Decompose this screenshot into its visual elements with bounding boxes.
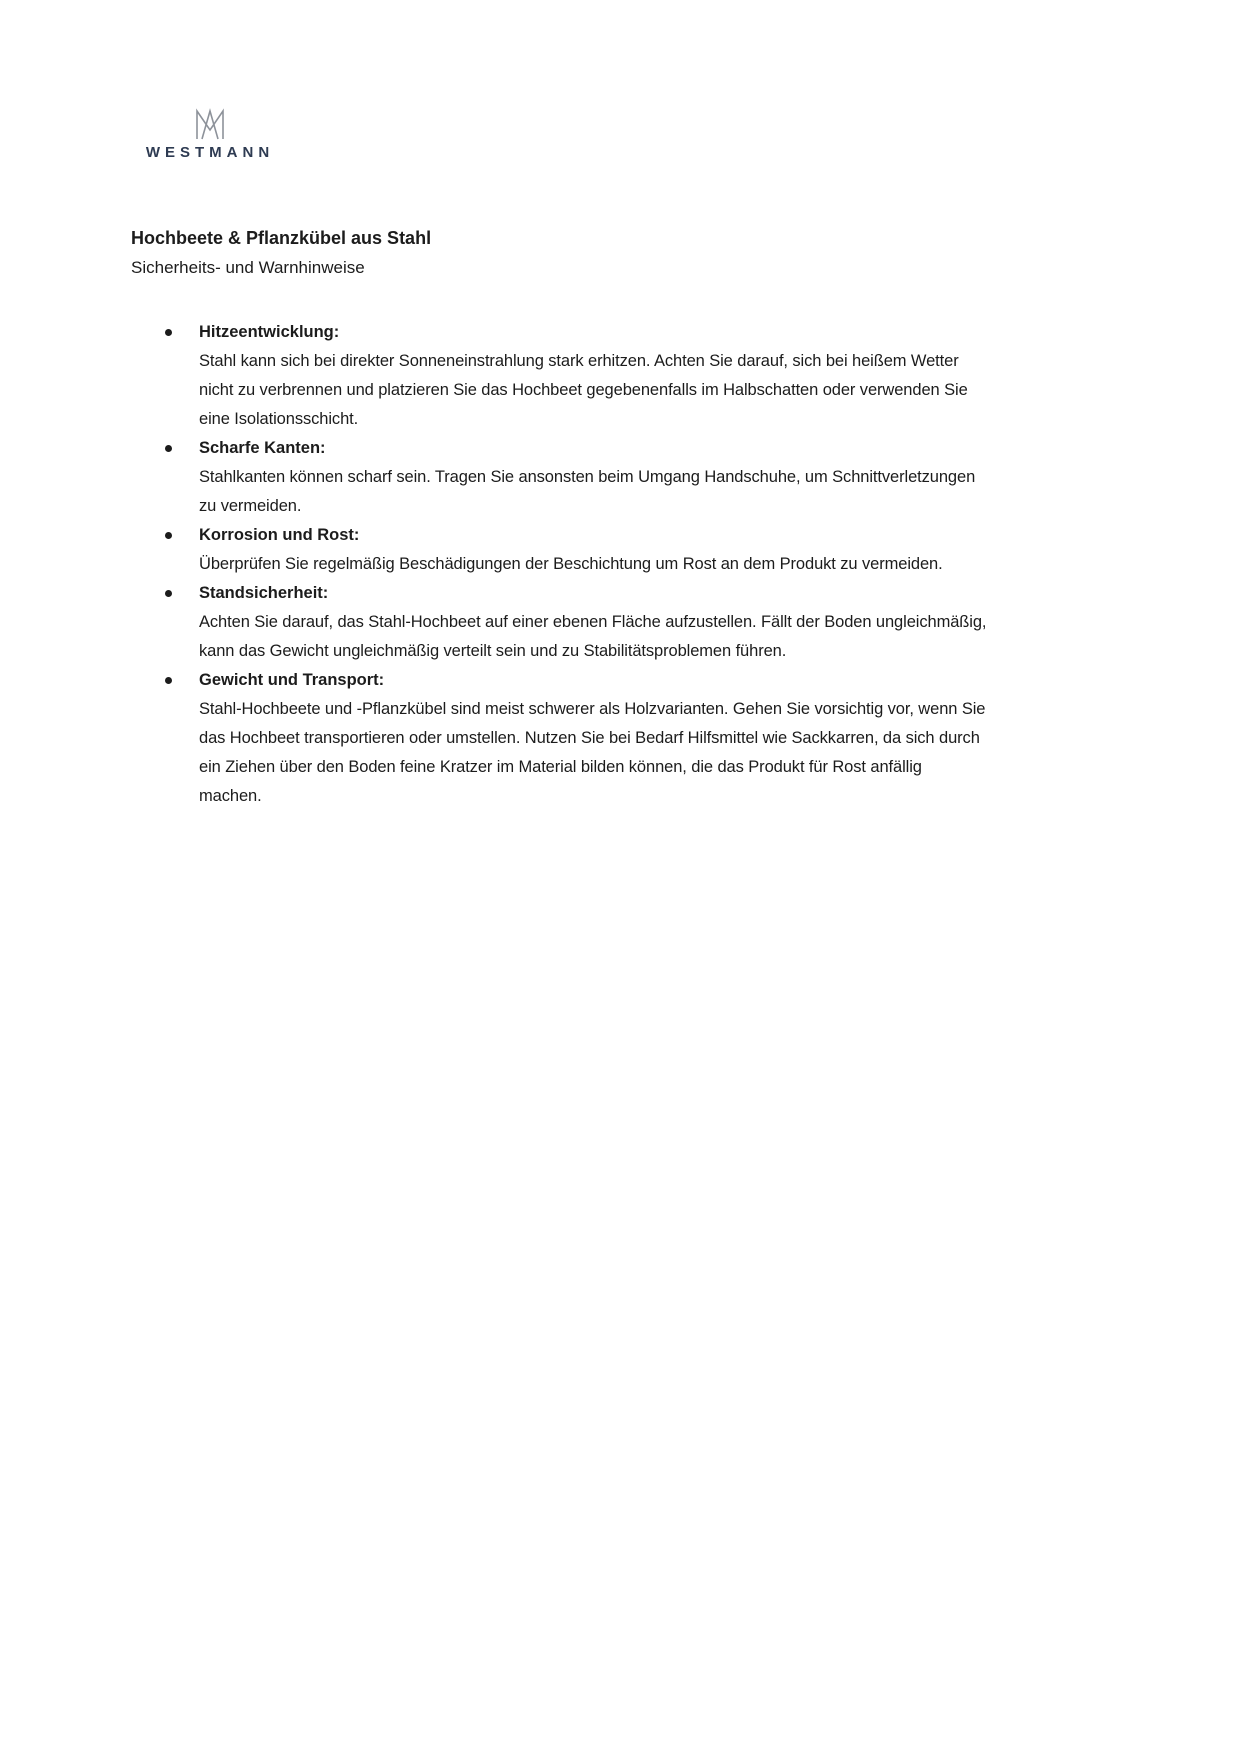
bullet-icon — [165, 590, 172, 597]
westmann-logo — [135, 106, 285, 161]
bullet-body: Stahl kann sich bei direkter Sonneneinstrahlung stark erhitzen. Achten Sie darauf, sich bei heißem Wetter nicht zu verbrennen und platzieren Sie das Hochbeet gegebenenfalls im Halbschatten oder verwenden Sie eine Isolationsschicht. — [199, 352, 968, 428]
document-content — [131, 224, 987, 811]
bullet-body: Achten Sie darauf, das Stahl-Hochbeet auf einer ebenen Fläche aufzustellen. Fällt der Boden ungleichmäßig, kann das Gewicht ungleichmäßig verteilt sein und zu Stabilitätsproblemen führen. — [199, 613, 987, 660]
bullet-icon — [165, 532, 172, 539]
bullet-body: Stahl-Hochbeete und -Pflanzkübel sind meist schwerer als Holzvarianten. Gehen Sie vorsichtig vor, wenn Sie das Hochbeet transportieren oder umstellen. Nutzen Sie bei Bedarf Hilfsmittel wie Sackkarren, da sich durch ein Ziehen über den Boden feine Kratzer im Material bilden können, die das Produkt für Rost anfällig machen. — [199, 700, 986, 805]
bullet-body: Stahlkanten können scharf sein. Tragen Sie ansonsten beim Umgang Handschuhe, um Schnittverletzungen zu vermeiden. — [199, 468, 976, 515]
warning-list — [131, 318, 987, 811]
brand-wordmark: WESTMANN — [145, 144, 275, 161]
list-item — [131, 521, 987, 579]
bullet-icon — [165, 445, 172, 452]
bullet-body: Überprüfen Sie regelmäßig Beschädigungen der Beschichtung um Rost an dem Produkt zu vermeiden. — [199, 555, 943, 573]
list-item — [131, 318, 987, 434]
list-item — [131, 579, 987, 666]
document-subtitle: Sicherheits- und Warnhinweise — [131, 258, 365, 277]
bullet-heading: Standsicherheit: — [199, 584, 329, 602]
bullet-heading: Hitzeentwicklung: — [199, 323, 340, 341]
wm-monogram-icon — [191, 106, 229, 142]
list-item — [131, 434, 987, 521]
bullet-icon — [165, 329, 172, 336]
list-item — [131, 666, 987, 811]
bullet-icon — [165, 677, 172, 684]
bullet-heading: Scharfe Kanten: — [199, 439, 326, 457]
bullet-heading: Korrosion und Rost: — [199, 526, 360, 544]
document-title: Hochbeete & Pflanzkübel aus Stahl — [131, 228, 432, 248]
bullet-heading: Gewicht und Transport: — [199, 671, 385, 689]
